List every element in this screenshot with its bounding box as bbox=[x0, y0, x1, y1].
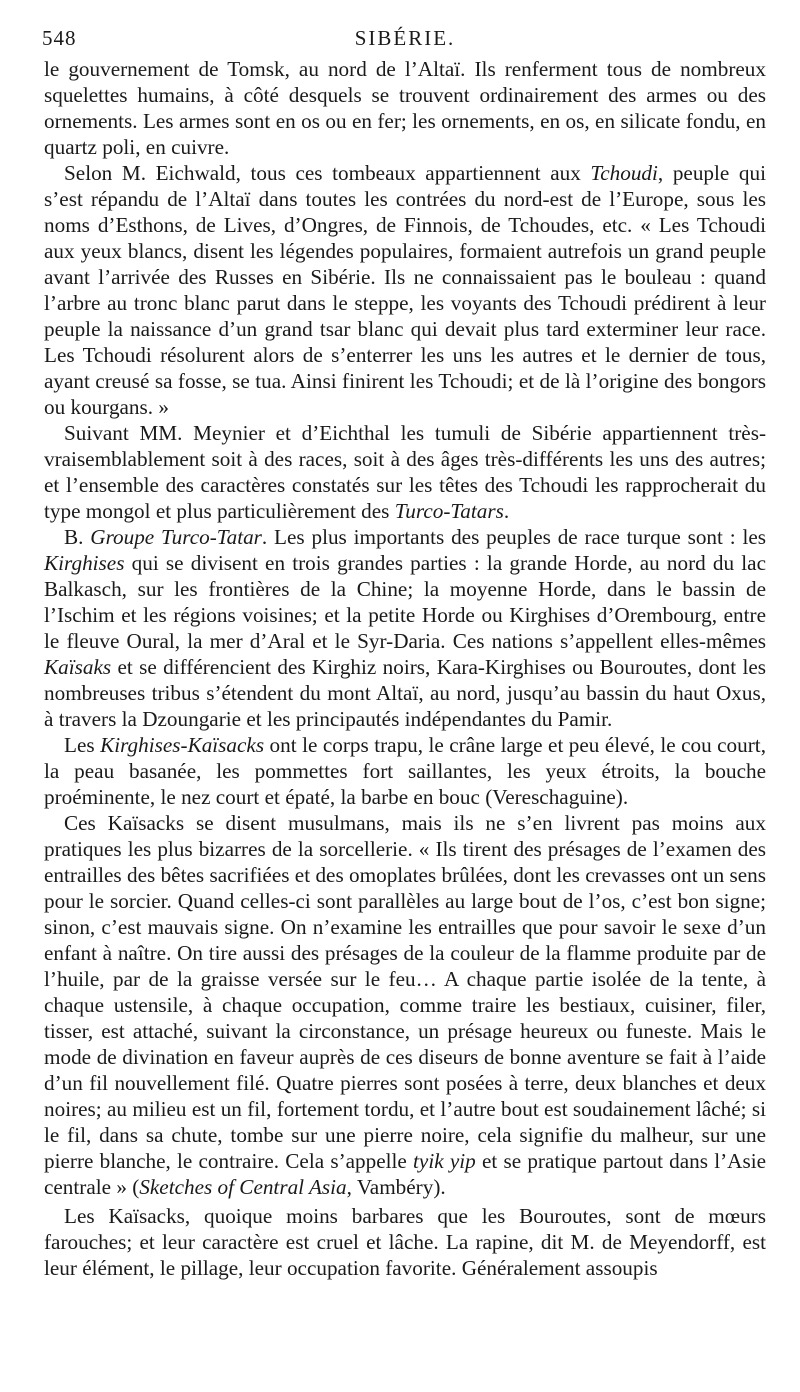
page-number: 548 bbox=[42, 26, 77, 50]
body-text bbox=[44, 56, 766, 1281]
paragraph bbox=[44, 160, 766, 420]
text-run: ont le corps trapu, le crâne large et peu élevé, le cou court, la peau basanée, les pommettes fort saillantes, les yeux étroits, la bouche proéminente, le nez court et épaté, la barbe en bouc (Vereschaguine). bbox=[44, 733, 766, 809]
text-run: B. bbox=[64, 525, 91, 549]
italic-run: Kaïsaks bbox=[44, 655, 112, 679]
running-header bbox=[44, 22, 766, 56]
paragraph bbox=[44, 524, 766, 732]
italic-run: Kirghises-Kaïsacks bbox=[100, 733, 265, 757]
text-run: qui se divisent en trois grandes parties : la grande Horde, au nord du lac Balkasch, sur les frontières de la Chine; la moyenne Horde, dans le bassin de l’Ischim et les régions voisines; et la petite Horde ou Kirghises d’Orembourg, entre le fleuve Oural, la mer d’Aral et le Syr-Daria. Ces nations s’appellent elles-mêmes bbox=[44, 551, 766, 653]
text-run: et se pratique partout dans l’Asie centrale » ( bbox=[44, 1149, 767, 1199]
running-title: SIBÉRIE. bbox=[354, 26, 456, 50]
paragraph bbox=[44, 1203, 766, 1281]
italic-run: Turco-Tatars bbox=[394, 499, 504, 523]
paragraph bbox=[44, 810, 766, 1200]
text-run: . Les plus importants des peuples de race turque sont : les bbox=[261, 525, 766, 549]
text-run: et se différencient des Kirghiz noirs, Kara-Kirghises ou Bouroutes, dont les nombreuses tribus s’étendent du mont Altaï, au nord, jusqu’au bassin du haut Oxus, à travers la Dzoungarie et les principautés indépendantes du Pamir. bbox=[44, 655, 766, 731]
text-run: Les bbox=[64, 733, 101, 757]
text-run: . bbox=[503, 499, 510, 523]
text-run: Selon M. Eichwald, tous ces tombeaux appartiennent aux bbox=[64, 161, 591, 185]
paragraph bbox=[44, 420, 766, 524]
document-page bbox=[44, 22, 766, 1281]
text-run: Ces Kaïsacks se disent musulmans, mais ils ne s’en livrent pas moins aux pratiques les plus bizarres de la sorcellerie. « Ils tirent des présages de l’examen des entrailles des bêtes sacrifiées et des omoplates brûlées, dont les crevasses ont un sens pour le sorcier. Quand celles-ci sont parallèles au large bout de l’os, c’est bon signe; sinon, c’est mauvais signe. On n’examine les entrailles que pour savoir le sexe d’un enfant à naître. On tire aussi des présages de la couleur de la flamme produite par de l’huile, par de la graisse versée sur le feu… A chaque partie isolée de la tente, à chaque ustensile, à chaque occupation, comme traire les bestiaux, cuisiner, filer, tisser, est attaché, suivant la circonstance, un présage heureux ou funeste. Mais le mode de divination en faveur auprès de ces diseurs de bonne aventure se fait à l’aide d’un fil nouvellement filé. Quatre pierres sont posées à terre, deux blanches et deux noires; au milieu est un fil, fortement tordu, et l’autre bout est soudainement lâché; si le fil, dans sa chute, tombe sur une pierre noire, cela signifie du malheur, sur une pierre blanche, le contraire. Cela s’appelle bbox=[44, 811, 766, 1173]
text-run: Les Kaïsacks, quoique moins barbares que les Bouroutes, sont de mœurs farouches; et leur caractère est cruel et lâche. La rapine, dit M. de Meyendorff, est leur élément, le pillage, leur occupation favorite. Généralement assoupis bbox=[44, 1204, 766, 1280]
italic-run: Tchoudi bbox=[590, 161, 658, 185]
italic-run: Sketches of Central Asia bbox=[139, 1175, 347, 1199]
text-run: , peuple qui s’est répandu de l’Altaï dans toutes les contrées du nord-est de l’Europe, sous les noms d’Esthons, de Lives, d’Ongres, de Finnois, de Tchoudes, etc. « Les Tchoudi aux yeux blancs, disent les légendes populaires, formaient autrefois un grand peuple avant l’arrivée des Russes en Sibérie. Ils ne connaissaient pas le bouleau : quand l’arbre au tronc blanc parut dans le steppe, les voyants des Tchoudi prédirent à leur peuple la naissance d’un grand tsar blanc qui devait plus tard exterminer leur race. Les Tchoudi résolurent alors de s’enterrer les uns les autres et le dernier de tous, ayant creusé sa fosse, se tua. Ainsi finirent les Tchoudi; et de là l’origine des bongors ou kourgans. » bbox=[44, 161, 766, 419]
text-run: Suivant MM. Meynier et d’Eichthal les tumuli de Sibérie appartiennent très-vraisemblablement soit à des races, soit à des âges très-différents les uns des autres; et l’ensemble des caractères constatés sur les têtes des Tchoudi les rapprocherait du type mongol et plus particulièrement des bbox=[44, 421, 766, 523]
italic-run: tyik yip bbox=[413, 1149, 476, 1173]
text-run: , Vambéry). bbox=[346, 1175, 446, 1199]
paragraph bbox=[44, 732, 766, 810]
text-run: le gouvernement de Tomsk, au nord de l’Altaï. Ils renferment tous de nombreux squelettes humains, à côté desquels se trouvent ordinairement des armes ou des ornements. Les armes sont en os ou en fer; les ornements, en os, en silicate fondu, en quartz poli, en cuivre. bbox=[44, 57, 766, 159]
paragraph bbox=[44, 56, 766, 160]
italic-run: Kirghises bbox=[44, 551, 125, 575]
italic-run: Groupe Turco-Tatar bbox=[90, 525, 262, 549]
